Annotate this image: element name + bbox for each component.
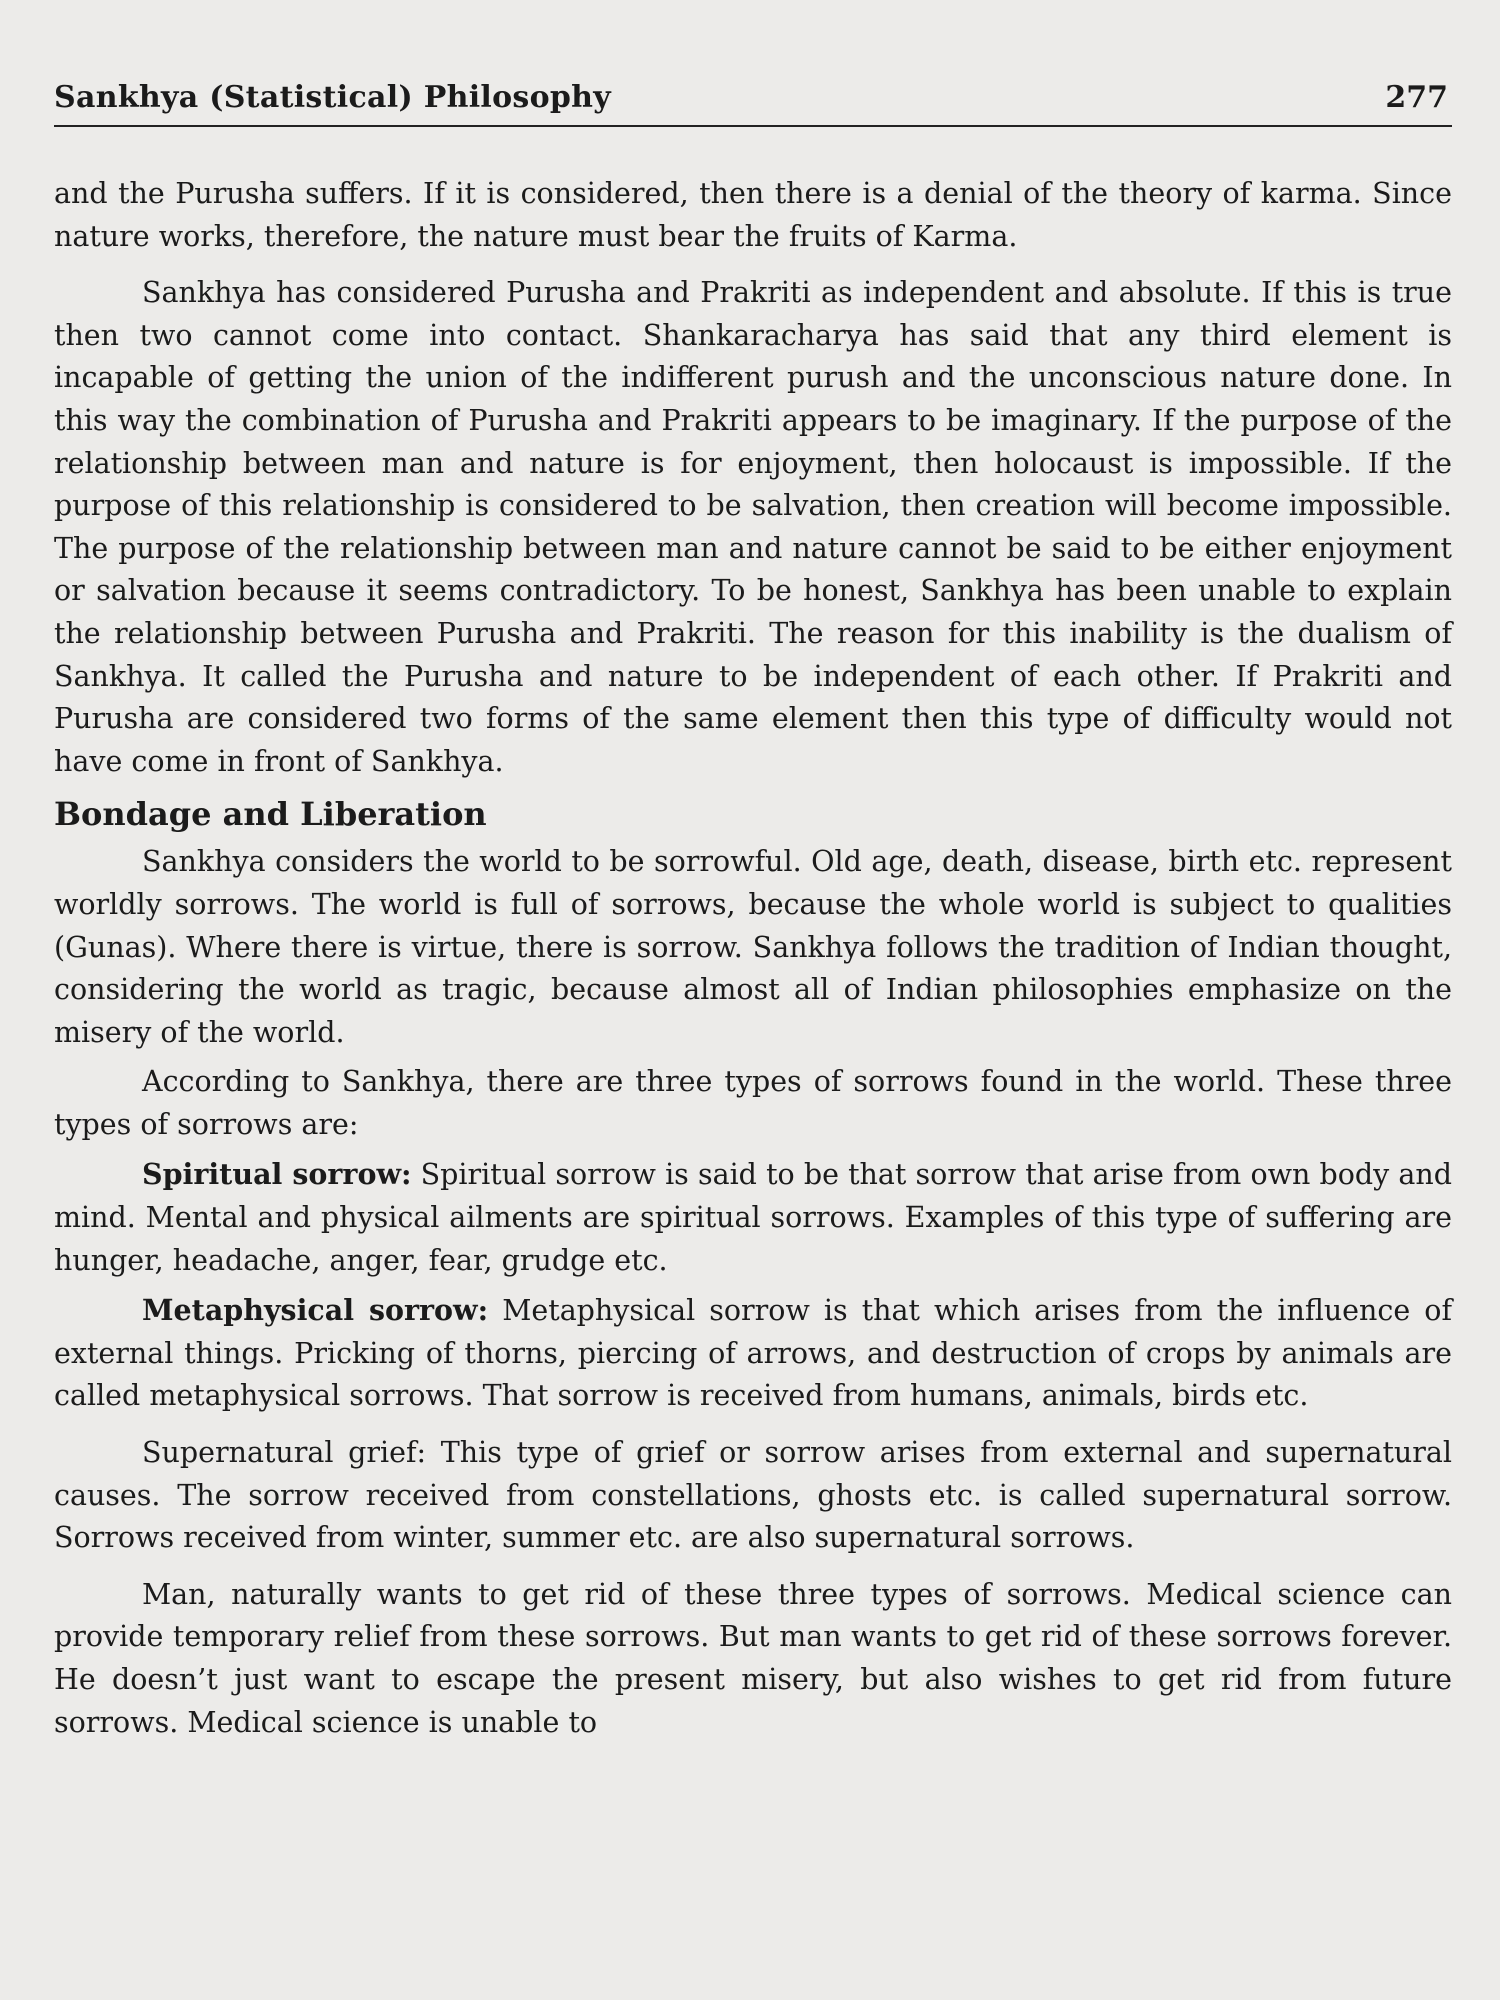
page-number: 277 <box>1385 80 1448 115</box>
paragraph-three-sorrows: According to Sankhya, there are three types of sorrows found in the world. These three types of sorrows are: <box>54 1065 1452 1141</box>
paragraph-supernatural-grief: Supernatural grief: This type of grief or sorrow arises from external and supernatural causes. The sorrow received from constellations, ghosts etc. is called supernatural sorrow. Sorrows received from winter, summer etc. are also supernatural sorrows. <box>54 1436 1452 1555</box>
running-header <box>54 80 1452 127</box>
paragraph-metaphysical-sorrow <box>54 1289 1452 1418</box>
paragraph-sorrowful-world: Sankhya considers the world to be sorrowful. Old age, death, disease, birth etc. represent worldly sorrows. The world is full of sorrows, because the whole world is subject to qualities (Gunas). Where there is virtue, there is sorrow. Sankhya follows the tradition of Indian thought, considering the world as tragic, because almost all of Indian philosophies emphasize on the misery of the world. <box>54 845 1452 1049</box>
paragraph-medical-science: Man, naturally wants to get rid of these three types of sorrows. Medical science can provide temporary relief from these sorrows. But man wants to get rid of these sorrows forever. He doesn’t just want to escape the present misery, but also wishes to get rid from future sorrows. Medical science is unable to <box>54 1577 1452 1739</box>
definition-spiritual-sorrow: Spiritual sorrow is said to be that sorrow that arise from own body and mind. Mental and physical ailments are spiritual sorrows. Examples of this type of suffering are hunger, headache, anger, fear, grudge etc. <box>54 1158 1452 1277</box>
section-heading: Bondage and Liberation <box>54 795 487 834</box>
term-metaphysical-sorrow: Metaphysical sorrow: <box>142 1293 489 1328</box>
paragraph-continuation: and the Purusha suffers. If it is considered, then there is a denial of the theory of karma. Since nature works, therefore, the nature must bear the fruits of Karma. <box>54 177 1452 253</box>
definition-metaphysical-sorrow: Metaphysical sorrow is that which arises from the influence of external things. Pricking of thorns, piercing of arrows, and destruction of crops by animals are called metaphysical sorrows. That sorrow is received from humans, animals, birds etc. <box>54 1294 1453 1413</box>
page-body <box>54 173 1452 1744</box>
paragraph-spiritual-sorrow <box>54 1153 1452 1282</box>
term-spiritual-sorrow: Spiritual sorrow: <box>142 1157 412 1192</box>
paragraph-purusha-prakriti: Sankhya has considered Purusha and Prakriti as independent and absolute. If this is true then two cannot come into contact. Shankaracharya has said that any third element is incapable of getting the union of the indifferent purush and the unconscious nature done. In this way the combination of Purusha and Prakriti appears to be imaginary. If the purpose of the relationship between man and nature is for enjoyment, then holocaust is impossible. If the purpose of this relationship is considered to be salvation, then creation will become impossible. The purpose of the relationship between man and nature cannot be said to be either enjoyment or salvation because it seems contradictory. To be honest, Sankhya has been unable to explain the relationship between Purusha and Prakriti. The reason for this inability is the dualism of Sankhya. It called the Purusha and nature to be independent of each other. If Prakriti and Purusha are considered two forms of the same element then this type of difficulty would not have come in front of Sankhya. <box>54 276 1452 778</box>
chapter-title: Sankhya (Statistical) Philosophy <box>54 80 612 115</box>
